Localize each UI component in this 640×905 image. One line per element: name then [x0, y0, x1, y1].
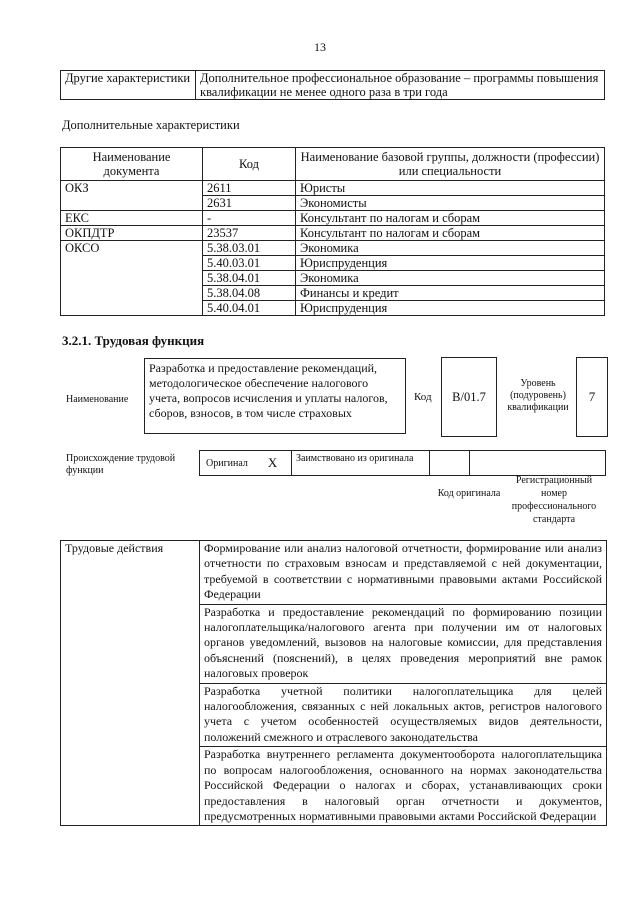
code-label: Код — [414, 391, 432, 403]
table-row — [61, 271, 605, 286]
additional-characteristics-table — [60, 147, 605, 316]
header-document: Наименование документа — [61, 148, 203, 181]
table-row — [61, 226, 605, 241]
table-row — [61, 541, 607, 605]
labour-actions-label: Трудовые действия — [61, 541, 200, 605]
row-name: Юристы — [296, 181, 605, 196]
row-code: 5.40.03.01 — [203, 256, 296, 271]
header-group: Наименование базовой группы, должности (профессии) или специальности — [296, 148, 605, 181]
labour-function-heading: 3.2.1. Трудовая функция — [62, 333, 205, 348]
other-characteristics-label: Другие характеристики — [61, 71, 196, 100]
header-code: Код — [203, 148, 296, 181]
table-header-row — [61, 148, 605, 181]
other-characteristics-value: Дополнительное профессиональное образование – программы повышения квалификации не менее одного раза в три года — [196, 71, 605, 100]
row-doc: ЕКС — [61, 211, 203, 226]
table-row — [61, 604, 607, 683]
borrowed-from-original-label: Заимствовано из оригинала — [292, 450, 430, 476]
additional-characteristics-heading: Дополнительные характеристики — [62, 118, 240, 132]
row-doc: ОКПДТР — [61, 226, 203, 241]
labour-action-item: Разработка внутреннего регламента документооборота налогоплательщика по вопросам налогообложения, основанного на нормах законодательства Российской Федерации о налогах и сборах, устанавливающих сроки предоставления в налоговый орган отчетности и документов, предусмотренных нормативными правовыми актами Российской Федерации — [200, 747, 607, 826]
row-name: Консультант по налогам и сборам — [296, 226, 605, 241]
row-doc — [61, 286, 203, 301]
row-name: Экономика — [296, 271, 605, 286]
page-number: 13 — [314, 40, 326, 54]
row-code: 5.40.04.01 — [203, 301, 296, 316]
labour-action-item: Формирование или анализ налоговой отчетности, формирование или анализ отчетности по страховым взносам и представляемой с ней документации, требуемой в соответствии с нормативными правовыми актами Российской Федерации — [200, 541, 607, 605]
table-row — [61, 301, 605, 316]
code-of-original-cell — [430, 450, 470, 476]
code-of-original-label: Код оригинала — [437, 488, 501, 499]
labour-actions-table — [60, 540, 607, 826]
name-label: Наименование — [66, 394, 129, 405]
qualification-level-box: 7 — [576, 357, 608, 437]
table-row — [61, 747, 607, 826]
original-label: Оригинал — [206, 457, 248, 469]
registration-number-label: Регистрационный номер профессионального стандарта — [511, 475, 597, 525]
row-name: Финансы и кредит — [296, 286, 605, 301]
row-doc — [61, 271, 203, 286]
row-code: 2631 — [203, 196, 296, 211]
original-cell — [199, 450, 292, 476]
table-row — [61, 196, 605, 211]
row-name: Юриспруденция — [296, 301, 605, 316]
labour-actions-label-cont — [61, 604, 200, 683]
labour-action-item: Разработка и предоставление рекомендаций по формированию позиции налогоплательщика/налогового агента при получении им от налоговых органов уведомлений, вызовов на налоговые комиссии, для представления объяснений (пояснений), в целях проведения мероприятий вне рамок налоговых проверок — [200, 604, 607, 683]
other-characteristics-table — [60, 70, 605, 100]
labour-actions-label-cont — [61, 747, 200, 826]
table-row — [61, 286, 605, 301]
table-row — [61, 211, 605, 226]
table-row — [61, 241, 605, 256]
table-row — [61, 683, 607, 747]
labour-actions-label-cont — [61, 683, 200, 747]
row-doc — [61, 301, 203, 316]
row-doc — [61, 196, 203, 211]
row-name: Экономика — [296, 241, 605, 256]
row-code: 5.38.04.08 — [203, 286, 296, 301]
row-doc: ОКСО — [61, 241, 203, 256]
row-name: Консультант по налогам и сборам — [296, 211, 605, 226]
row-code: 5.38.03.01 — [203, 241, 296, 256]
function-code-box: B/01.7 — [441, 357, 497, 437]
table-row — [61, 71, 605, 100]
function-origin-label: Происхождение трудовой функции — [66, 453, 176, 476]
labour-action-item: Разработка учетной политики налогоплательщика для целей налогообложения, связанных с ней локальных актов, регистров налогового учета с учетом особенностей осуществляемых видов деятельности, положений смежного и отраслевого законодательства — [200, 683, 607, 747]
function-name-box: Разработка и предоставление рекомендаций, методологическое обеспечение налогового учета, вопросов исчисления и уплаты налогов, сборов, взносов, в том числе страховых — [144, 358, 406, 434]
origin-row — [199, 450, 606, 476]
qualification-level-label: Уровень (подуровень) квалификации — [507, 378, 569, 413]
row-doc: ОКЗ — [61, 181, 203, 196]
row-code: - — [203, 211, 296, 226]
row-code: 2611 — [203, 181, 296, 196]
row-code: 5.38.04.01 — [203, 271, 296, 286]
row-name: Экономисты — [296, 196, 605, 211]
original-mark: X — [267, 455, 278, 470]
row-code: 23537 — [203, 226, 296, 241]
row-name: Юриспруденция — [296, 256, 605, 271]
table-row — [61, 256, 605, 271]
row-doc — [61, 256, 203, 271]
registration-number-cell — [470, 450, 606, 476]
table-row — [61, 181, 605, 196]
